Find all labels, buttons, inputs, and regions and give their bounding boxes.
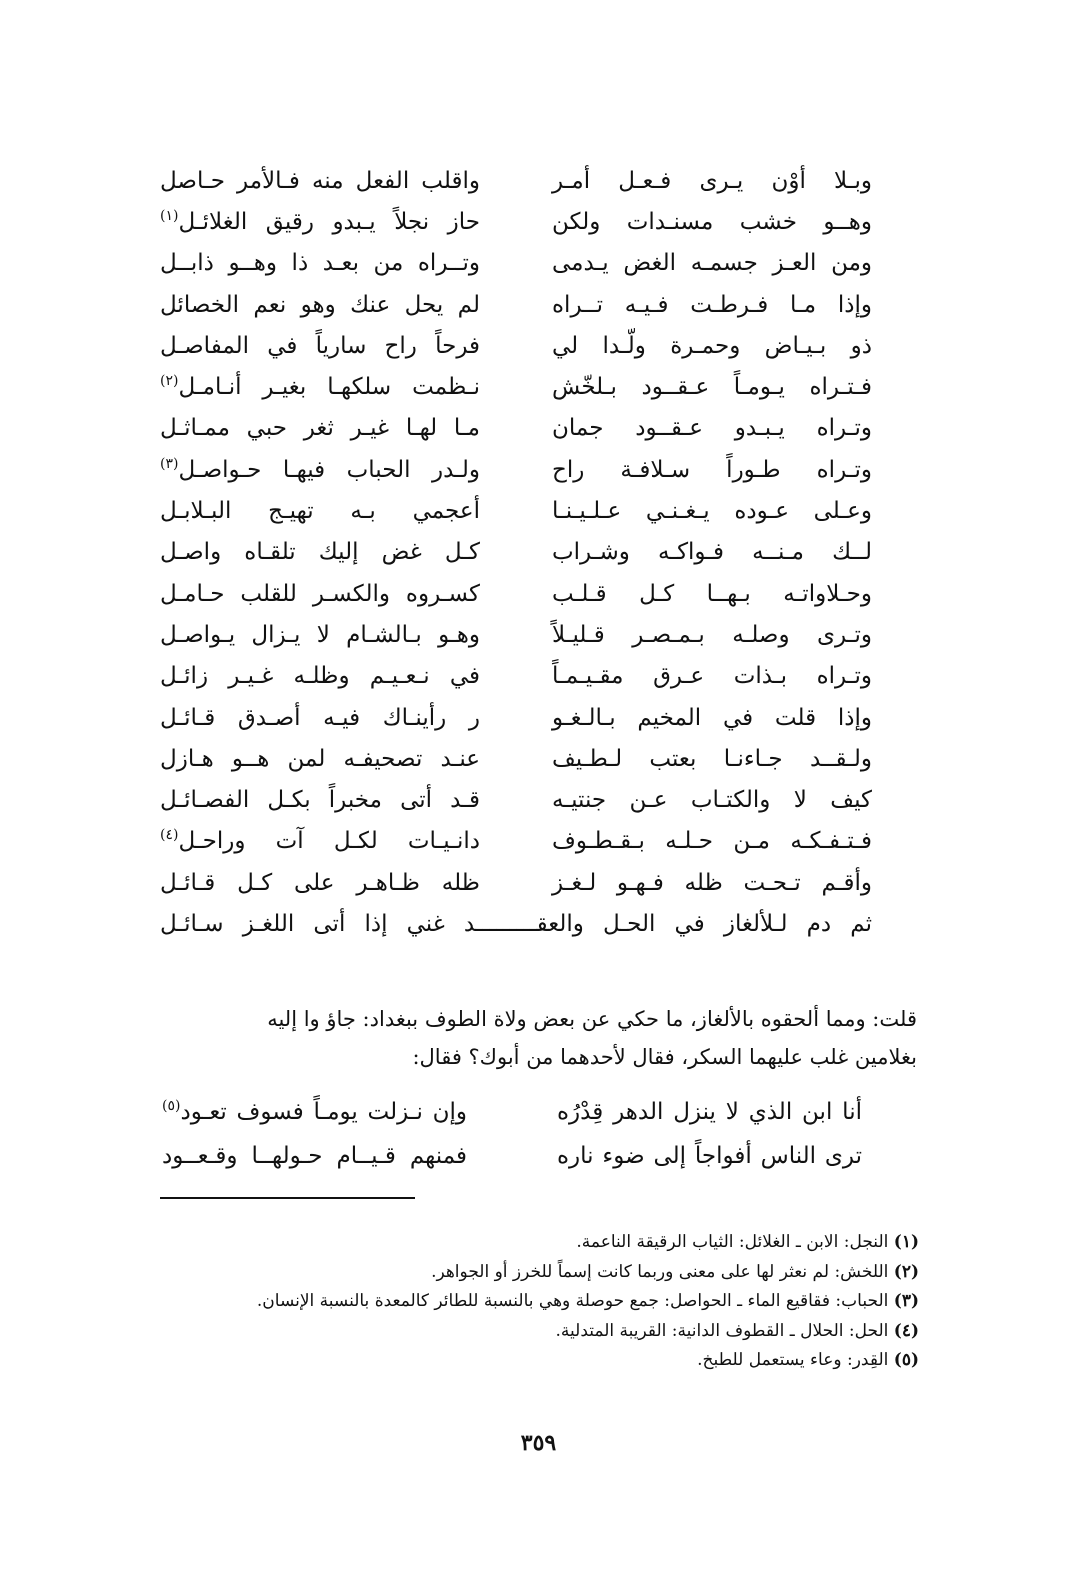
hemistich-text: دانـيـات لكـل آت وراحـل bbox=[178, 828, 480, 855]
verse-second-hemistich bbox=[160, 413, 480, 443]
footnote bbox=[159, 1258, 919, 1288]
footnote-number: (٤) bbox=[893, 1320, 919, 1341]
hemistich-text: وإن نـزلت يومـاً فسوف تعـود bbox=[180, 1099, 467, 1125]
footnote-text: الحل: الحلال ـ القطوف الدانية: القريبة المتدلية. bbox=[555, 1320, 889, 1341]
verse bbox=[162, 1090, 862, 1134]
footnote-text: اللخش: لم نعثر لها على معنى وربما كانت إسماً للخرز أو الجواهر. bbox=[431, 1261, 889, 1282]
verse-second-hemistich bbox=[160, 455, 480, 485]
verse-first-hemistich: فـتـفـكـه مـن حـلـه بـقـطـوف bbox=[552, 828, 872, 855]
hemistich-text: حاز نجلاً يـبدو رقيق الغلائـل bbox=[178, 208, 480, 235]
verse bbox=[160, 408, 872, 449]
verse-full-line: ثم دم لـلألغاز في الحـل والعقـــــــــد غني إذا أتى اللغـز سـائـل bbox=[160, 910, 872, 937]
verse-second-hemistich bbox=[160, 620, 480, 650]
hemistich-text: ظله ظـاهـر على كـل قـائـل bbox=[160, 869, 480, 896]
verse-first-hemistich: ومن العـز جسمـه الغض يـدمى bbox=[552, 250, 872, 277]
verse-second-hemistich bbox=[160, 331, 480, 361]
verse-second-hemistich bbox=[160, 579, 480, 609]
verse bbox=[160, 697, 872, 738]
verse-first-hemistich: وحـلاواتـه بـهــا كـل قـلـب bbox=[552, 580, 872, 607]
footnote-separator bbox=[160, 1197, 415, 1199]
prose-paragraph bbox=[97, 1000, 917, 1076]
verse bbox=[162, 1134, 862, 1178]
verse bbox=[160, 325, 872, 366]
verse-first-hemistich: لــك مـنــه فـواكـه وشـراب bbox=[552, 539, 872, 566]
footnote bbox=[159, 1228, 919, 1258]
verse-first-hemistich: وعـلى عـوده يـغـنـي عـلـيـنـا bbox=[552, 498, 872, 525]
hemistich-text: وهـو بـالشـام لا يـزال يـواصـل bbox=[160, 621, 480, 648]
verse-second-hemistich bbox=[160, 537, 480, 567]
verse-second-hemistich bbox=[162, 1141, 467, 1171]
hemistich-text: ر رأينـاك فيـه أصـدق قـائـل bbox=[160, 704, 480, 731]
verse-first-hemistich: وأقـم تـحـت ظله فـهـو لـغـز bbox=[552, 869, 872, 896]
hemistich-text: عنـد تصحيفـه لمن هــو هـازل bbox=[160, 745, 480, 772]
hemistich-text: مـا لهـا غيـر ثغر حبي ممـاثـل bbox=[160, 415, 480, 442]
footnote bbox=[159, 1317, 919, 1347]
verse bbox=[160, 532, 872, 573]
verse bbox=[160, 738, 872, 779]
verse-second-hemistich bbox=[160, 372, 480, 402]
verse-first-hemistich: وهــو خشب مسنـدات ولكن bbox=[552, 208, 872, 235]
footnote-marker: (٥) bbox=[162, 1098, 181, 1114]
footnote-marker: (٤) bbox=[160, 827, 179, 844]
footnote bbox=[159, 1287, 919, 1317]
verse-first-hemistich: وتـراه طـوراً سـلافـة راح bbox=[552, 456, 872, 483]
verse bbox=[160, 366, 872, 407]
footnote-number: (١) bbox=[893, 1232, 919, 1252]
verse-first-hemistich: وتـراه بـذات عـرق مقـيـمـاً bbox=[552, 663, 872, 690]
verse bbox=[160, 779, 872, 820]
verse bbox=[160, 449, 872, 490]
verse-first-hemistich: وإذا مـا فـرطـت فـيـه تــراه bbox=[552, 291, 872, 318]
verse-second-hemistich bbox=[160, 166, 480, 196]
footnote-text: القِدر: وعاء يستعمل للطبخ. bbox=[697, 1350, 889, 1370]
footnote-number: (٥) bbox=[893, 1350, 919, 1370]
hemistich-text: فرحاً راح سارياً في المفاصـل bbox=[160, 332, 480, 359]
verse-second-hemistich bbox=[162, 1097, 467, 1127]
verse-second-hemistich bbox=[160, 248, 480, 278]
footnote-number: (٢) bbox=[893, 1261, 919, 1282]
verse-second-hemistich bbox=[160, 868, 480, 898]
verse bbox=[160, 490, 872, 531]
footnotes bbox=[159, 1228, 919, 1376]
footnote-marker: (١) bbox=[160, 207, 179, 224]
verse bbox=[160, 614, 872, 655]
hemistich-text: فمنهم قـيــام حـولهــا وقـعــود bbox=[162, 1143, 467, 1169]
hemistich-text: في نـعـيـم وظلـه غـيـر زائـل bbox=[160, 663, 480, 690]
hemistich-text: وتــراه من بعـد ذا وهــو ذابــل bbox=[160, 250, 480, 277]
verse bbox=[160, 573, 872, 614]
verse-second-hemistich bbox=[160, 496, 480, 526]
verse-first-hemistich: وتـراه يـبـدو عـقــود جمان bbox=[552, 415, 872, 442]
footnote-text: الحباب: فقاقيع الماء ـ الحواصل: جمع حوصلة وهي بالنسبة للطائر كالمعدة بالنسبة الإنسان. bbox=[256, 1291, 889, 1311]
verse-first-hemistich: كيف لا والكتـاب عـن جنتيـه bbox=[552, 787, 872, 814]
page-number: ٣٥٩ bbox=[520, 1430, 557, 1456]
prose-line: قلت: ومما ألحقوه بالألغاز، ما حكي عن بعض ولاة الطوف ببغداد: جاؤ وا إليه bbox=[267, 1007, 917, 1031]
verse-first-hemistich: ولـقــد جـاءنـا بعتب لـطـيف bbox=[552, 745, 872, 772]
second-poem bbox=[162, 1090, 862, 1178]
footnote-number: (٣) bbox=[893, 1291, 919, 1311]
verse-first-hemistich: أنا ابن الذي لا ينزل الدهر قِدْرُه bbox=[557, 1099, 862, 1125]
footnote-marker: (٢) bbox=[160, 373, 179, 390]
footnote-marker: (٣) bbox=[160, 455, 179, 472]
hemistich-text: واقلب الفعل منه فـالأمر حـاصل bbox=[160, 167, 480, 194]
verse-second-hemistich bbox=[160, 785, 480, 815]
verse bbox=[160, 243, 872, 284]
hemistich-text: لم يحل عنك وهو نعم الخصائل bbox=[160, 291, 480, 318]
verse-second-hemistich bbox=[160, 290, 480, 320]
verse-second-hemistich bbox=[160, 661, 480, 691]
verse-first-hemistich: وإذا قلت في المخيم بـالـغـو bbox=[552, 704, 872, 731]
hemistich-text: كسـروه والكسـر للقلب حـامـل bbox=[160, 580, 480, 607]
verse-second-hemistich bbox=[160, 826, 480, 856]
hemistich-text: كـل غض إليك تلقـاه واصـل bbox=[160, 539, 480, 566]
prose-line: بغلامين غلب عليهما السكر، فقال لأحدهما من أبوك؟ فقال: bbox=[412, 1045, 917, 1069]
hemistich-text: ولـدر الحباب فيهـا حـواصـل bbox=[178, 456, 480, 483]
verse-second-hemistich bbox=[160, 744, 480, 774]
verse-first-hemistich: ترى الناس أفواجاً إلى ضوء ناره bbox=[557, 1143, 862, 1169]
verse bbox=[160, 656, 872, 697]
verse bbox=[160, 862, 872, 903]
verse-first-hemistich: وتـرى وصلـه بـمـصـر قـليـلاً bbox=[552, 621, 872, 648]
verse-first-hemistich: ذو بـيـاض وحمـرة ولّـدا لي bbox=[552, 332, 872, 359]
verse bbox=[160, 903, 872, 944]
footnote bbox=[159, 1346, 919, 1376]
hemistich-text: قـد أتى مخبراً بكـل الفصـائـل bbox=[160, 787, 480, 814]
hemistich-text: نـظمت سلكهـا بغيـر أنـامـل bbox=[178, 374, 480, 401]
verse-first-hemistich: فـتـراه يـومـاً عـقــود بـلخّش bbox=[552, 374, 872, 401]
verse bbox=[160, 201, 872, 242]
verse bbox=[160, 821, 872, 862]
verse-second-hemistich bbox=[160, 703, 480, 733]
footnote-text: النجل: الابن ـ الغلائل: الثياب الرقيقة الناعمة. bbox=[576, 1232, 889, 1252]
poem bbox=[160, 160, 872, 945]
verse-second-hemistich bbox=[160, 207, 480, 237]
hemistich-text: أعجمي بـه تهيـج البـلابـل bbox=[160, 498, 480, 525]
verse bbox=[160, 160, 872, 201]
verse bbox=[160, 284, 872, 325]
verse-first-hemistich: وبـلا أوْن يـرى فـعـل أمـر bbox=[552, 167, 872, 194]
